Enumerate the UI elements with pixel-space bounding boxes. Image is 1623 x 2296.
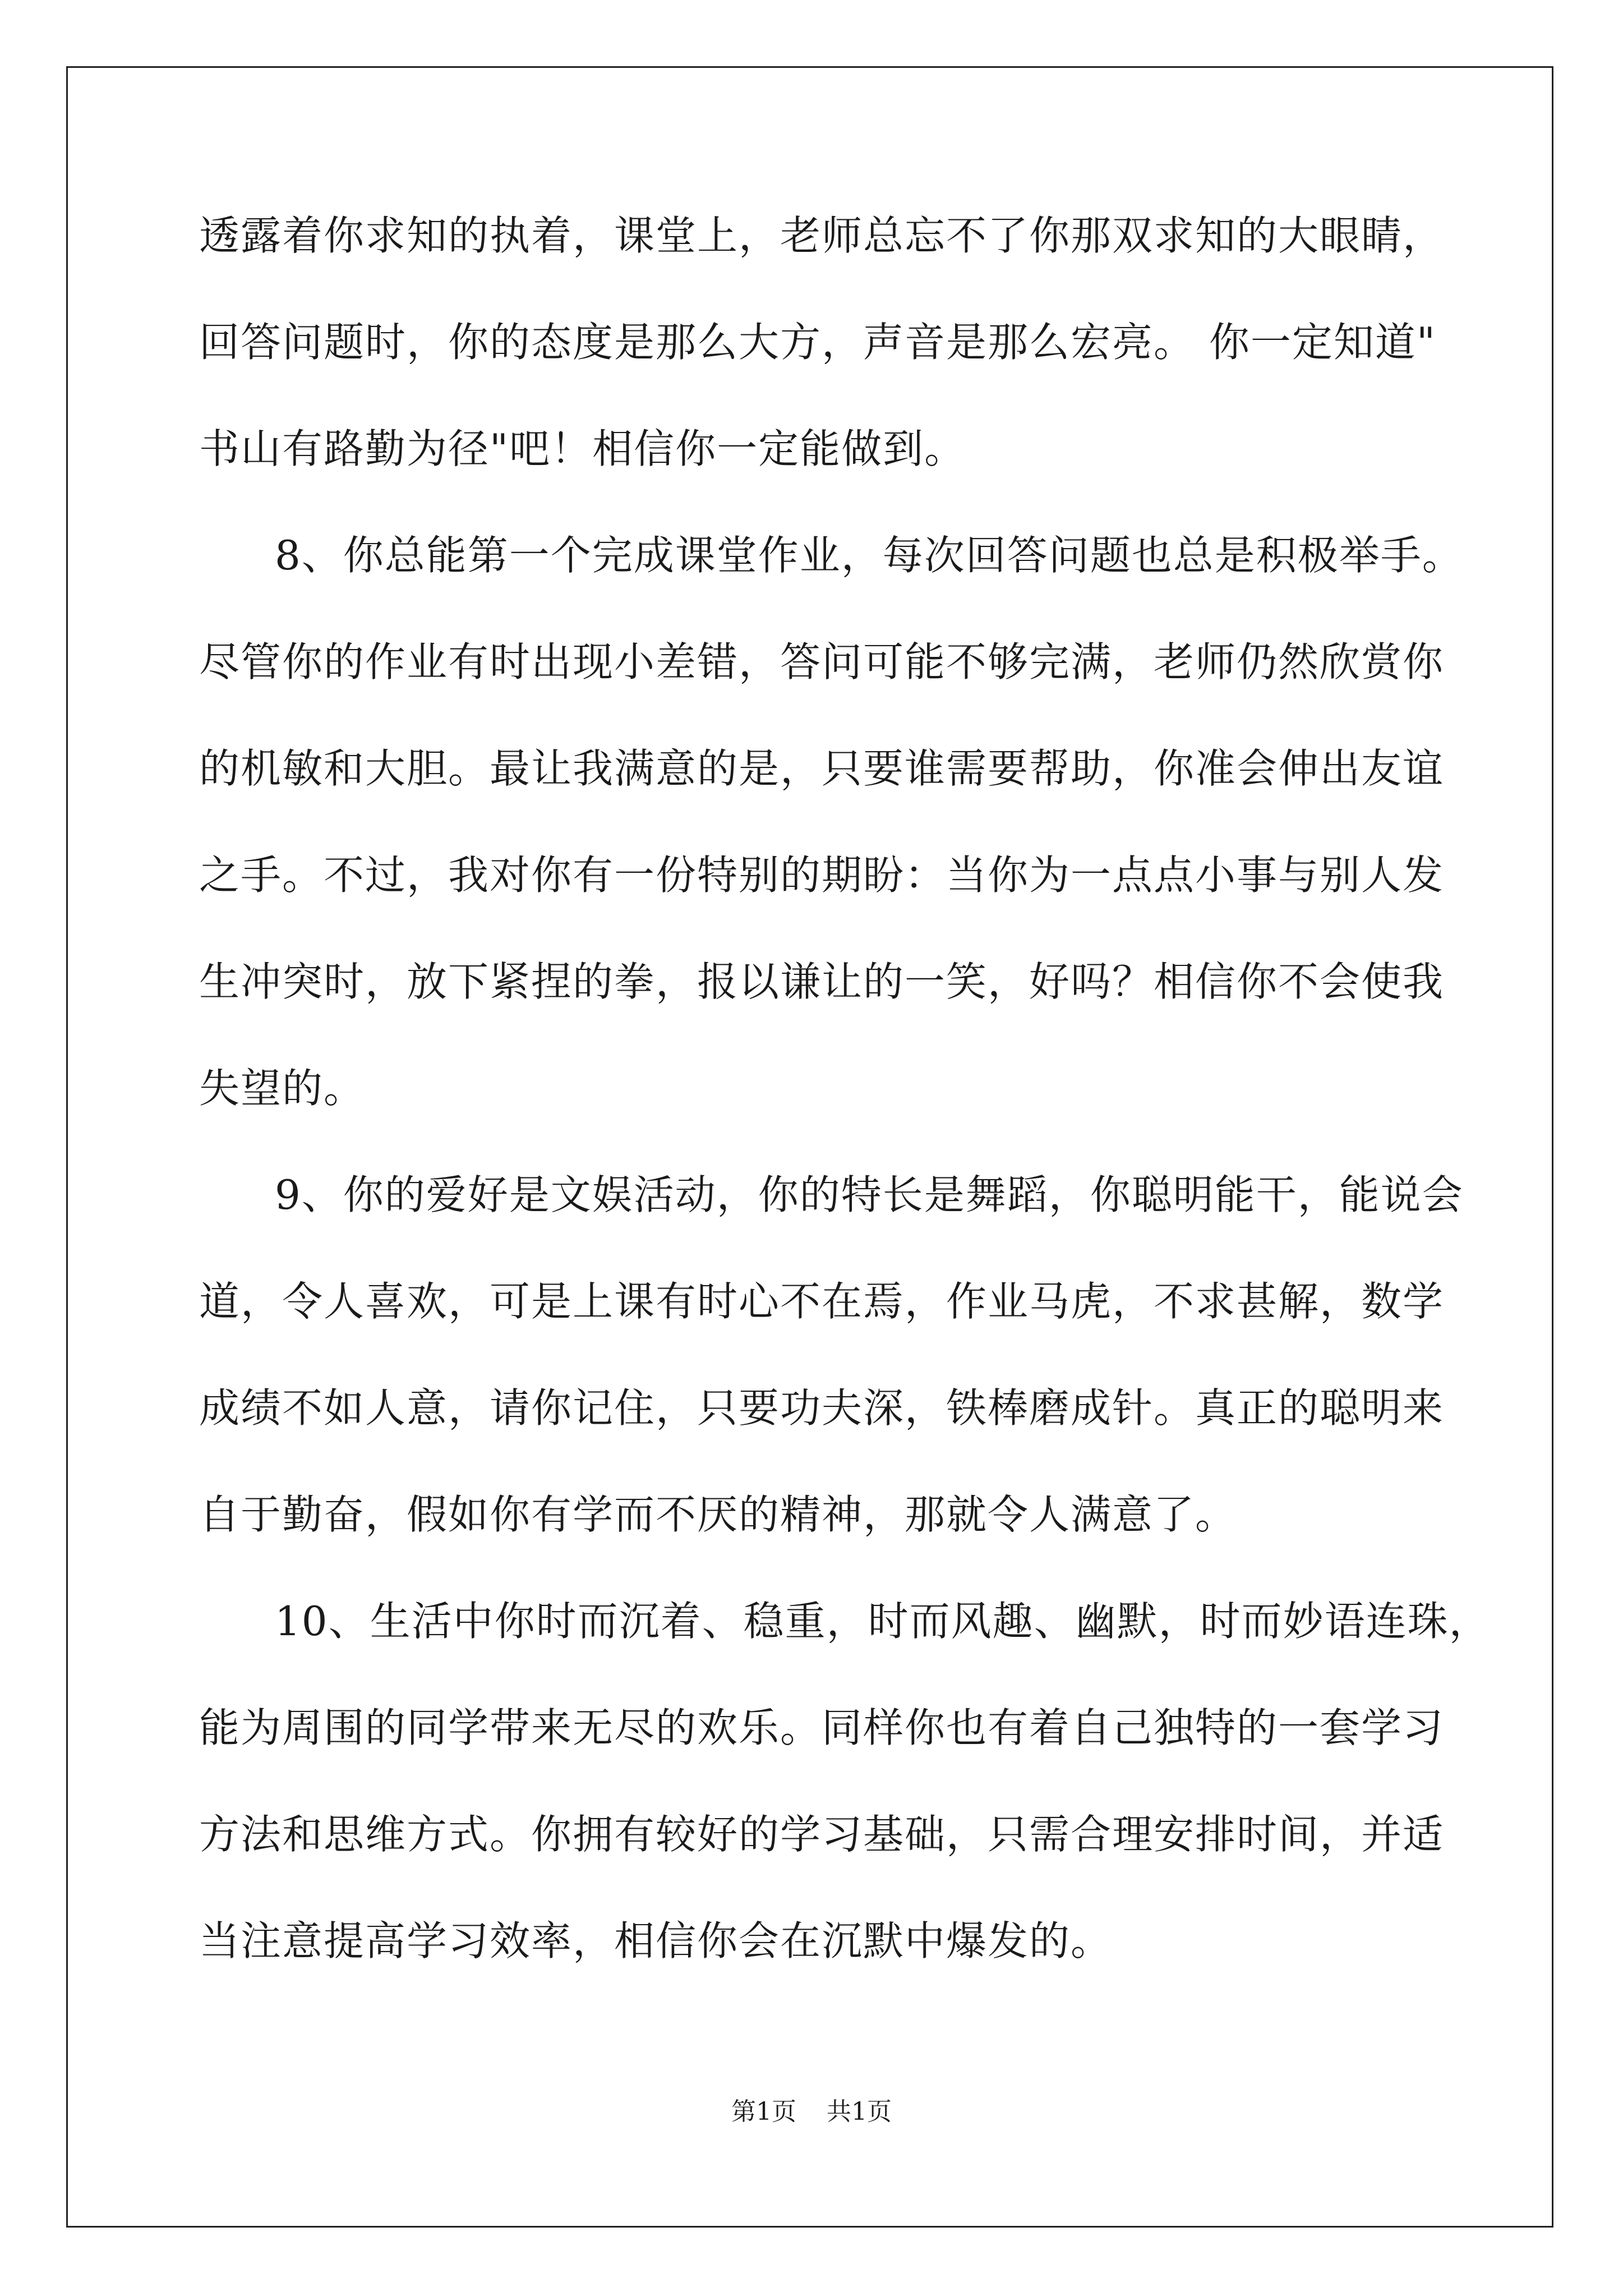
- text-line: 生冲突时，放下紧捏的拳，报以谦让的一笑，好吗？相信你不会使我: [199, 958, 1445, 1005]
- paragraph-start-8: 8、你总能第一个完成课堂作业，每次回答问题也总是积极举手。: [275, 532, 1464, 579]
- text-line: 之手。不过，我对你有一份特别的期盼：当你为一点点小事与别人发: [199, 852, 1445, 899]
- text-line: 失望的。: [199, 1065, 366, 1112]
- paragraph-start-10: 10、生活中你时而沉着、稳重，时而风趣、幽默，时而妙语连珠，: [275, 1598, 1491, 1645]
- text-line: 成绩不如人意，请你记住，只要功夫深，铁棒磨成针。真正的聪明来: [199, 1384, 1445, 1432]
- page-total: 共1页: [827, 2097, 892, 2126]
- text-line: 的机敏和大胆。最让我满意的是，只要谁需要帮助，你准会伸出友谊: [199, 745, 1445, 792]
- text-line: 能为周围的同学带来无尽的欢乐。同样你也有着自己独特的一套学习: [199, 1704, 1445, 1751]
- page-footer: [0, 2095, 1623, 2129]
- text-line: 当注意提高学习效率，相信你会在沉默中爆发的。: [199, 1917, 1113, 1964]
- page-number: 第1页: [731, 2097, 796, 2126]
- paragraph-start-9: 9、你的爱好是文娱活动，你的特长是舞蹈，你聪明能干，能说会: [275, 1171, 1464, 1218]
- text-line: 道，令人喜欢，可是上课有时心不在焉，作业马虎，不求甚解，数学: [199, 1278, 1445, 1325]
- text-line: 方法和思维方式。你拥有较好的学习基础，只需合理安排时间，并适: [199, 1811, 1445, 1858]
- text-line: 自于勤奋，假如你有学而不厌的精神，那就令人满意了。: [199, 1491, 1237, 1538]
- page-border: [66, 66, 1553, 2228]
- text-line: 书山有路勤为径"吧！相信你一定能做到。: [199, 425, 966, 472]
- text-line: 透露着你求知的执着，课堂上，老师总忘不了你那双求知的大眼睛，: [199, 212, 1445, 259]
- text-line: 尽管你的作业有时出现小差错，答问可能不够完满，老师仍然欣赏你: [199, 638, 1445, 685]
- text-line: 回答问题时，你的态度是那么大方，声音是那么宏亮。 你一定知道": [199, 319, 1437, 366]
